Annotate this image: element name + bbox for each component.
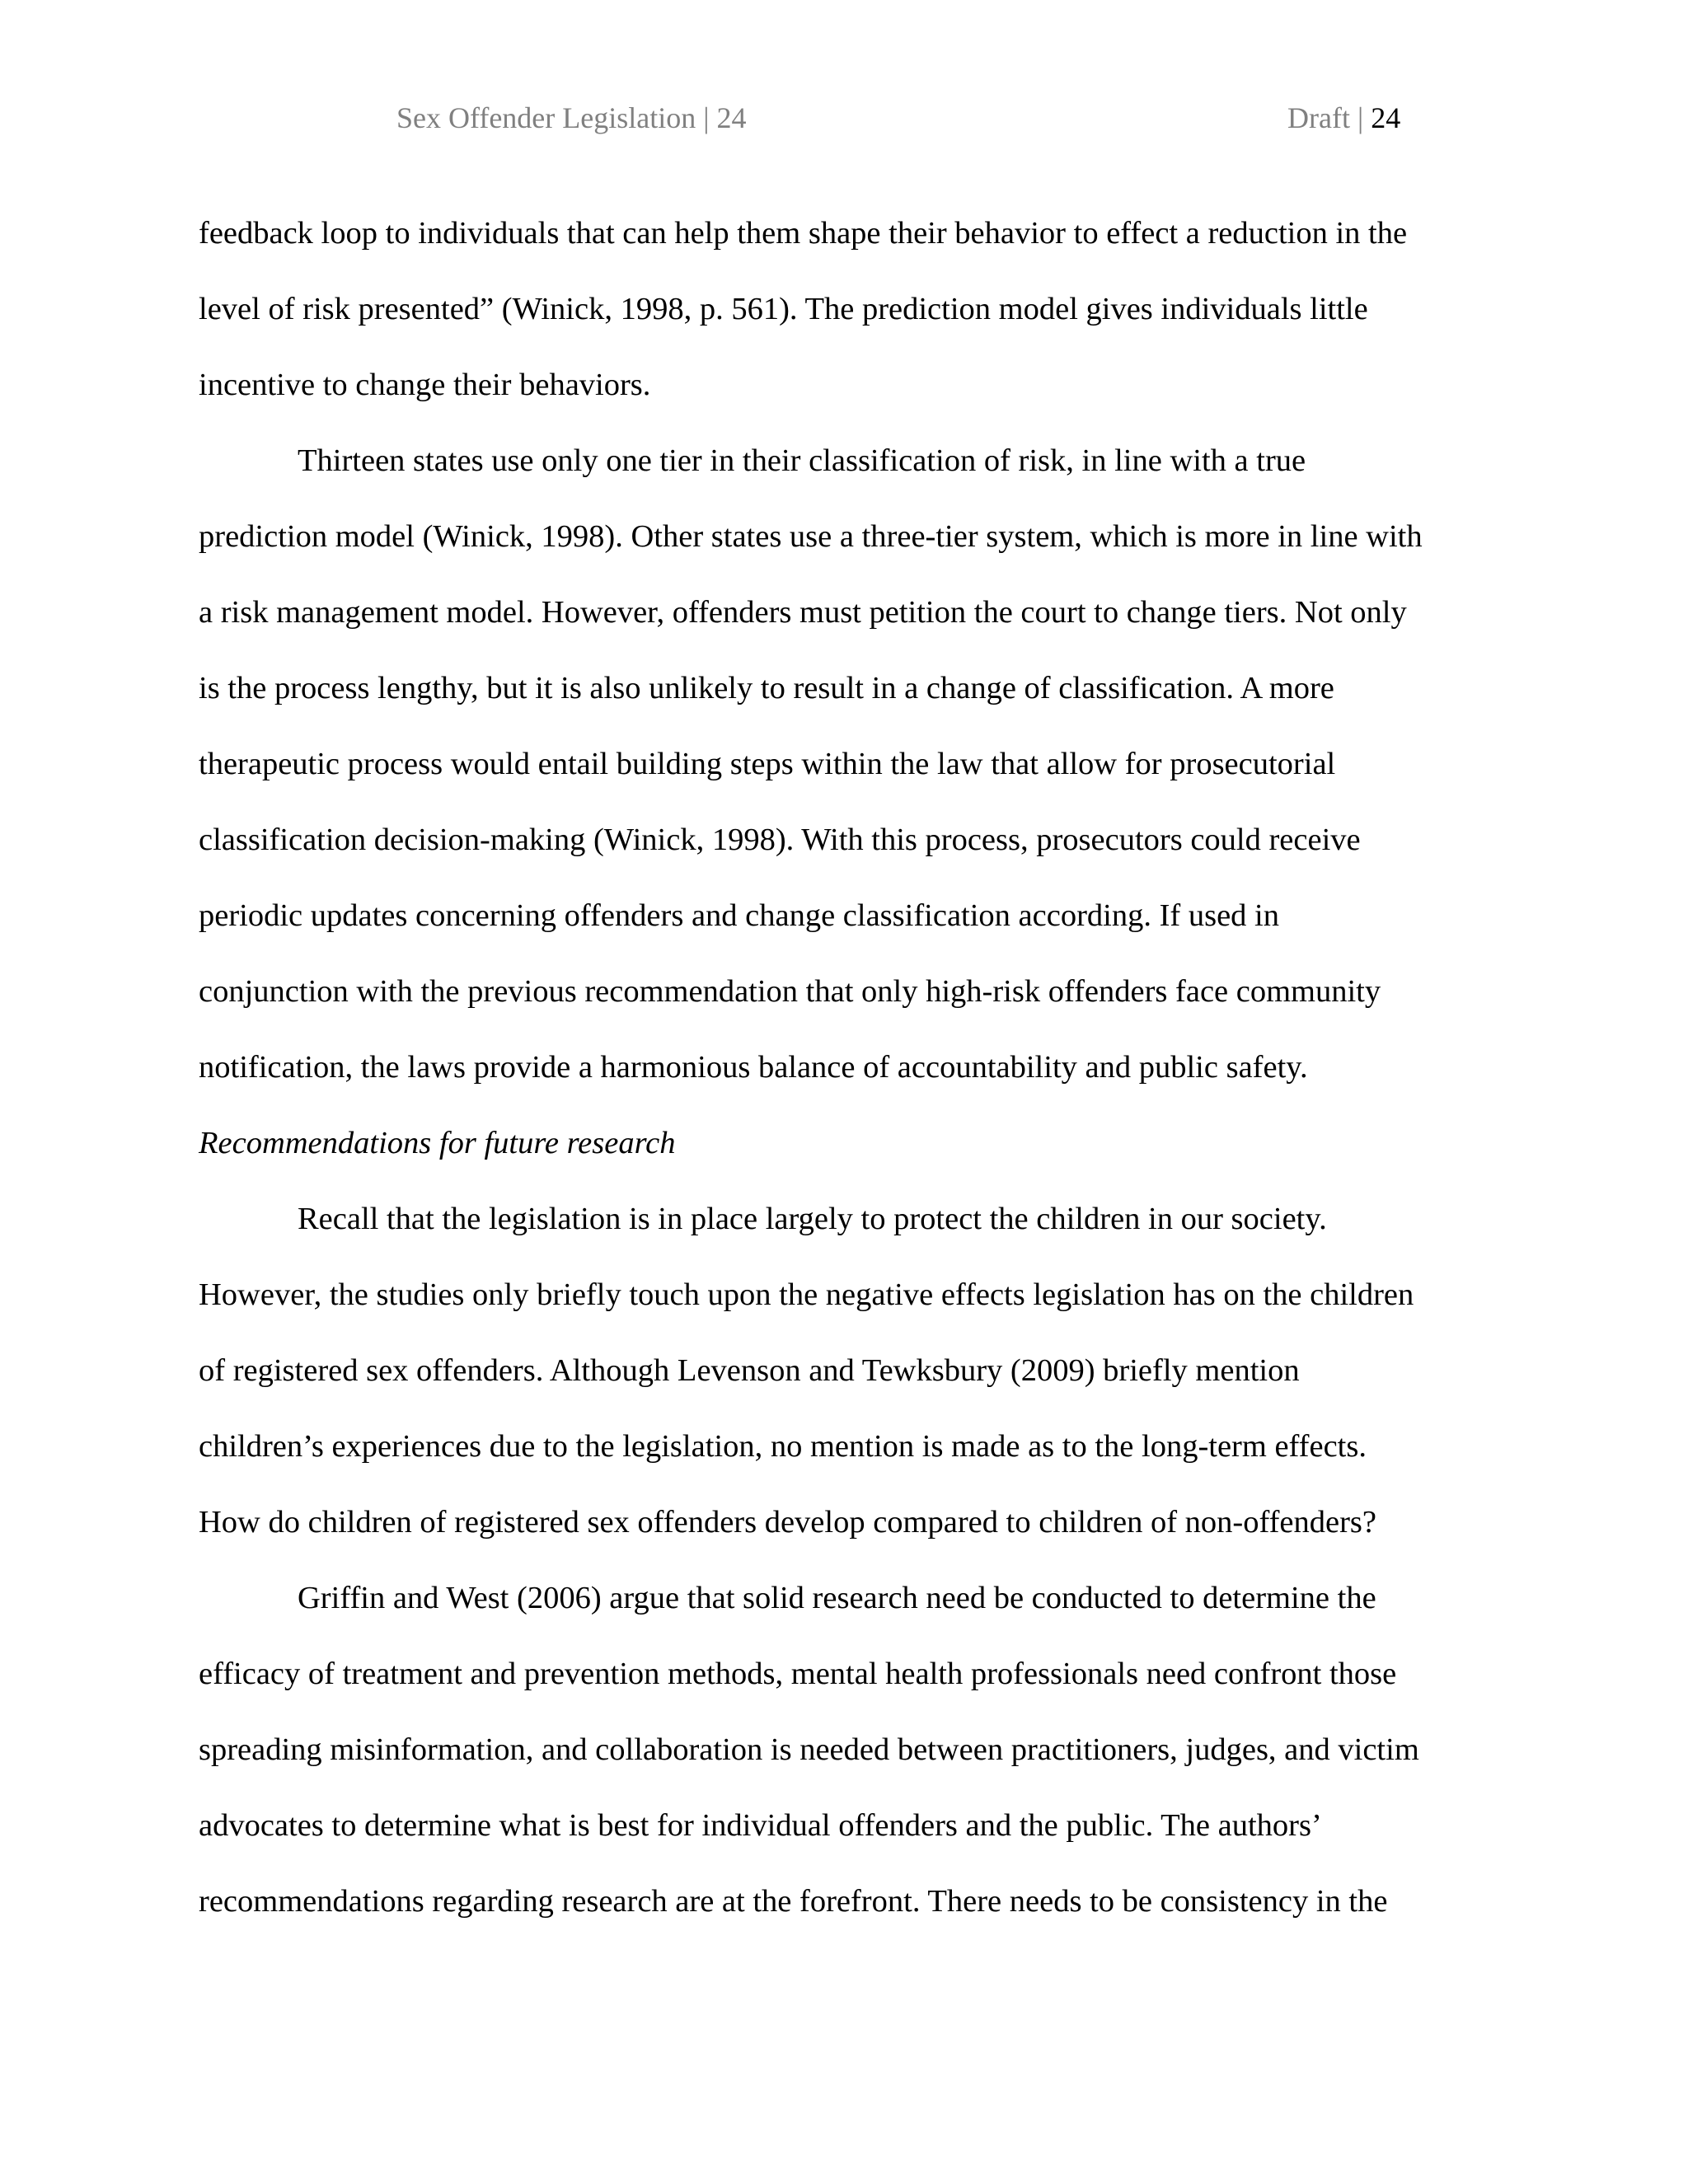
text-line: How do children of registered sex offenders develop compared to children of non-offenders? — [199, 1505, 1376, 1540]
page-number: 24 — [1371, 101, 1401, 134]
paragraph-first-line: Recall that the legislation is in place largely to protect the children in our society. — [298, 1202, 1327, 1236]
text-line: recommendations regarding research are at the forefront. There needs to be consistency in the — [199, 1884, 1388, 1919]
draft-label: Draft — [1287, 101, 1350, 134]
text-line: advocates to determine what is best for individual offenders and the public. The authors’ — [199, 1808, 1322, 1843]
header-separator: | — [1357, 101, 1364, 134]
text-line: efficacy of treatment and prevention methods, mental health professionals need confront those — [199, 1657, 1397, 1691]
text-line: notification, the laws provide a harmonious balance of accountability and public safety. — [199, 1050, 1308, 1085]
text-line: conjunction with the previous recommendation that only high-risk offenders face community — [199, 974, 1381, 1009]
section-heading: Recommendations for future research — [199, 1126, 676, 1160]
text-line: children’s experiences due to the legislation, no mention is made as to the long-term effects. — [199, 1429, 1367, 1464]
text-line: incentive to change their behaviors. — [199, 368, 651, 402]
text-line: prediction model (Winick, 1998). Other states use a three-tier system, which is more in line with — [199, 519, 1423, 554]
running-head: Sex Offender Legislation | 24 — [396, 101, 747, 134]
text-line: classification decision-making (Winick, 1998). With this process, prosecutors could receive — [199, 823, 1361, 857]
text-line: a risk management model. However, offenders must petition the court to change tiers. Not only — [199, 595, 1407, 630]
text-line: is the process lengthy, but it is also unlikely to result in a change of classification. A more — [199, 671, 1334, 705]
text-line: periodic updates concerning offenders and change classification according. If used in — [199, 898, 1279, 933]
text-line: level of risk presented” (Winick, 1998, p. 561). The prediction model gives individuals little — [199, 292, 1368, 326]
body-text — [199, 195, 1534, 1939]
text-line: However, the studies only briefly touch upon the negative effects legislation has on the children — [199, 1277, 1414, 1312]
text-line: therapeutic process would entail building steps within the law that allow for prosecutorial — [199, 747, 1336, 781]
text-line: feedback loop to individuals that can help them shape their behavior to effect a reduction in the — [199, 216, 1408, 251]
page-header — [0, 97, 1688, 138]
paragraph-first-line: Thirteen states use only one tier in their classification of risk, in line with a true — [298, 443, 1306, 478]
paragraph-first-line: Griffin and West (2006) argue that solid research need be conducted to determine the — [298, 1581, 1376, 1615]
text-line: of registered sex offenders. Although Levenson and Tewksbury (2009) briefly mention — [199, 1353, 1300, 1388]
text-line: spreading misinformation, and collaboration is needed between practitioners, judges, and victim — [199, 1732, 1419, 1767]
draft-page-label — [1287, 97, 1400, 138]
